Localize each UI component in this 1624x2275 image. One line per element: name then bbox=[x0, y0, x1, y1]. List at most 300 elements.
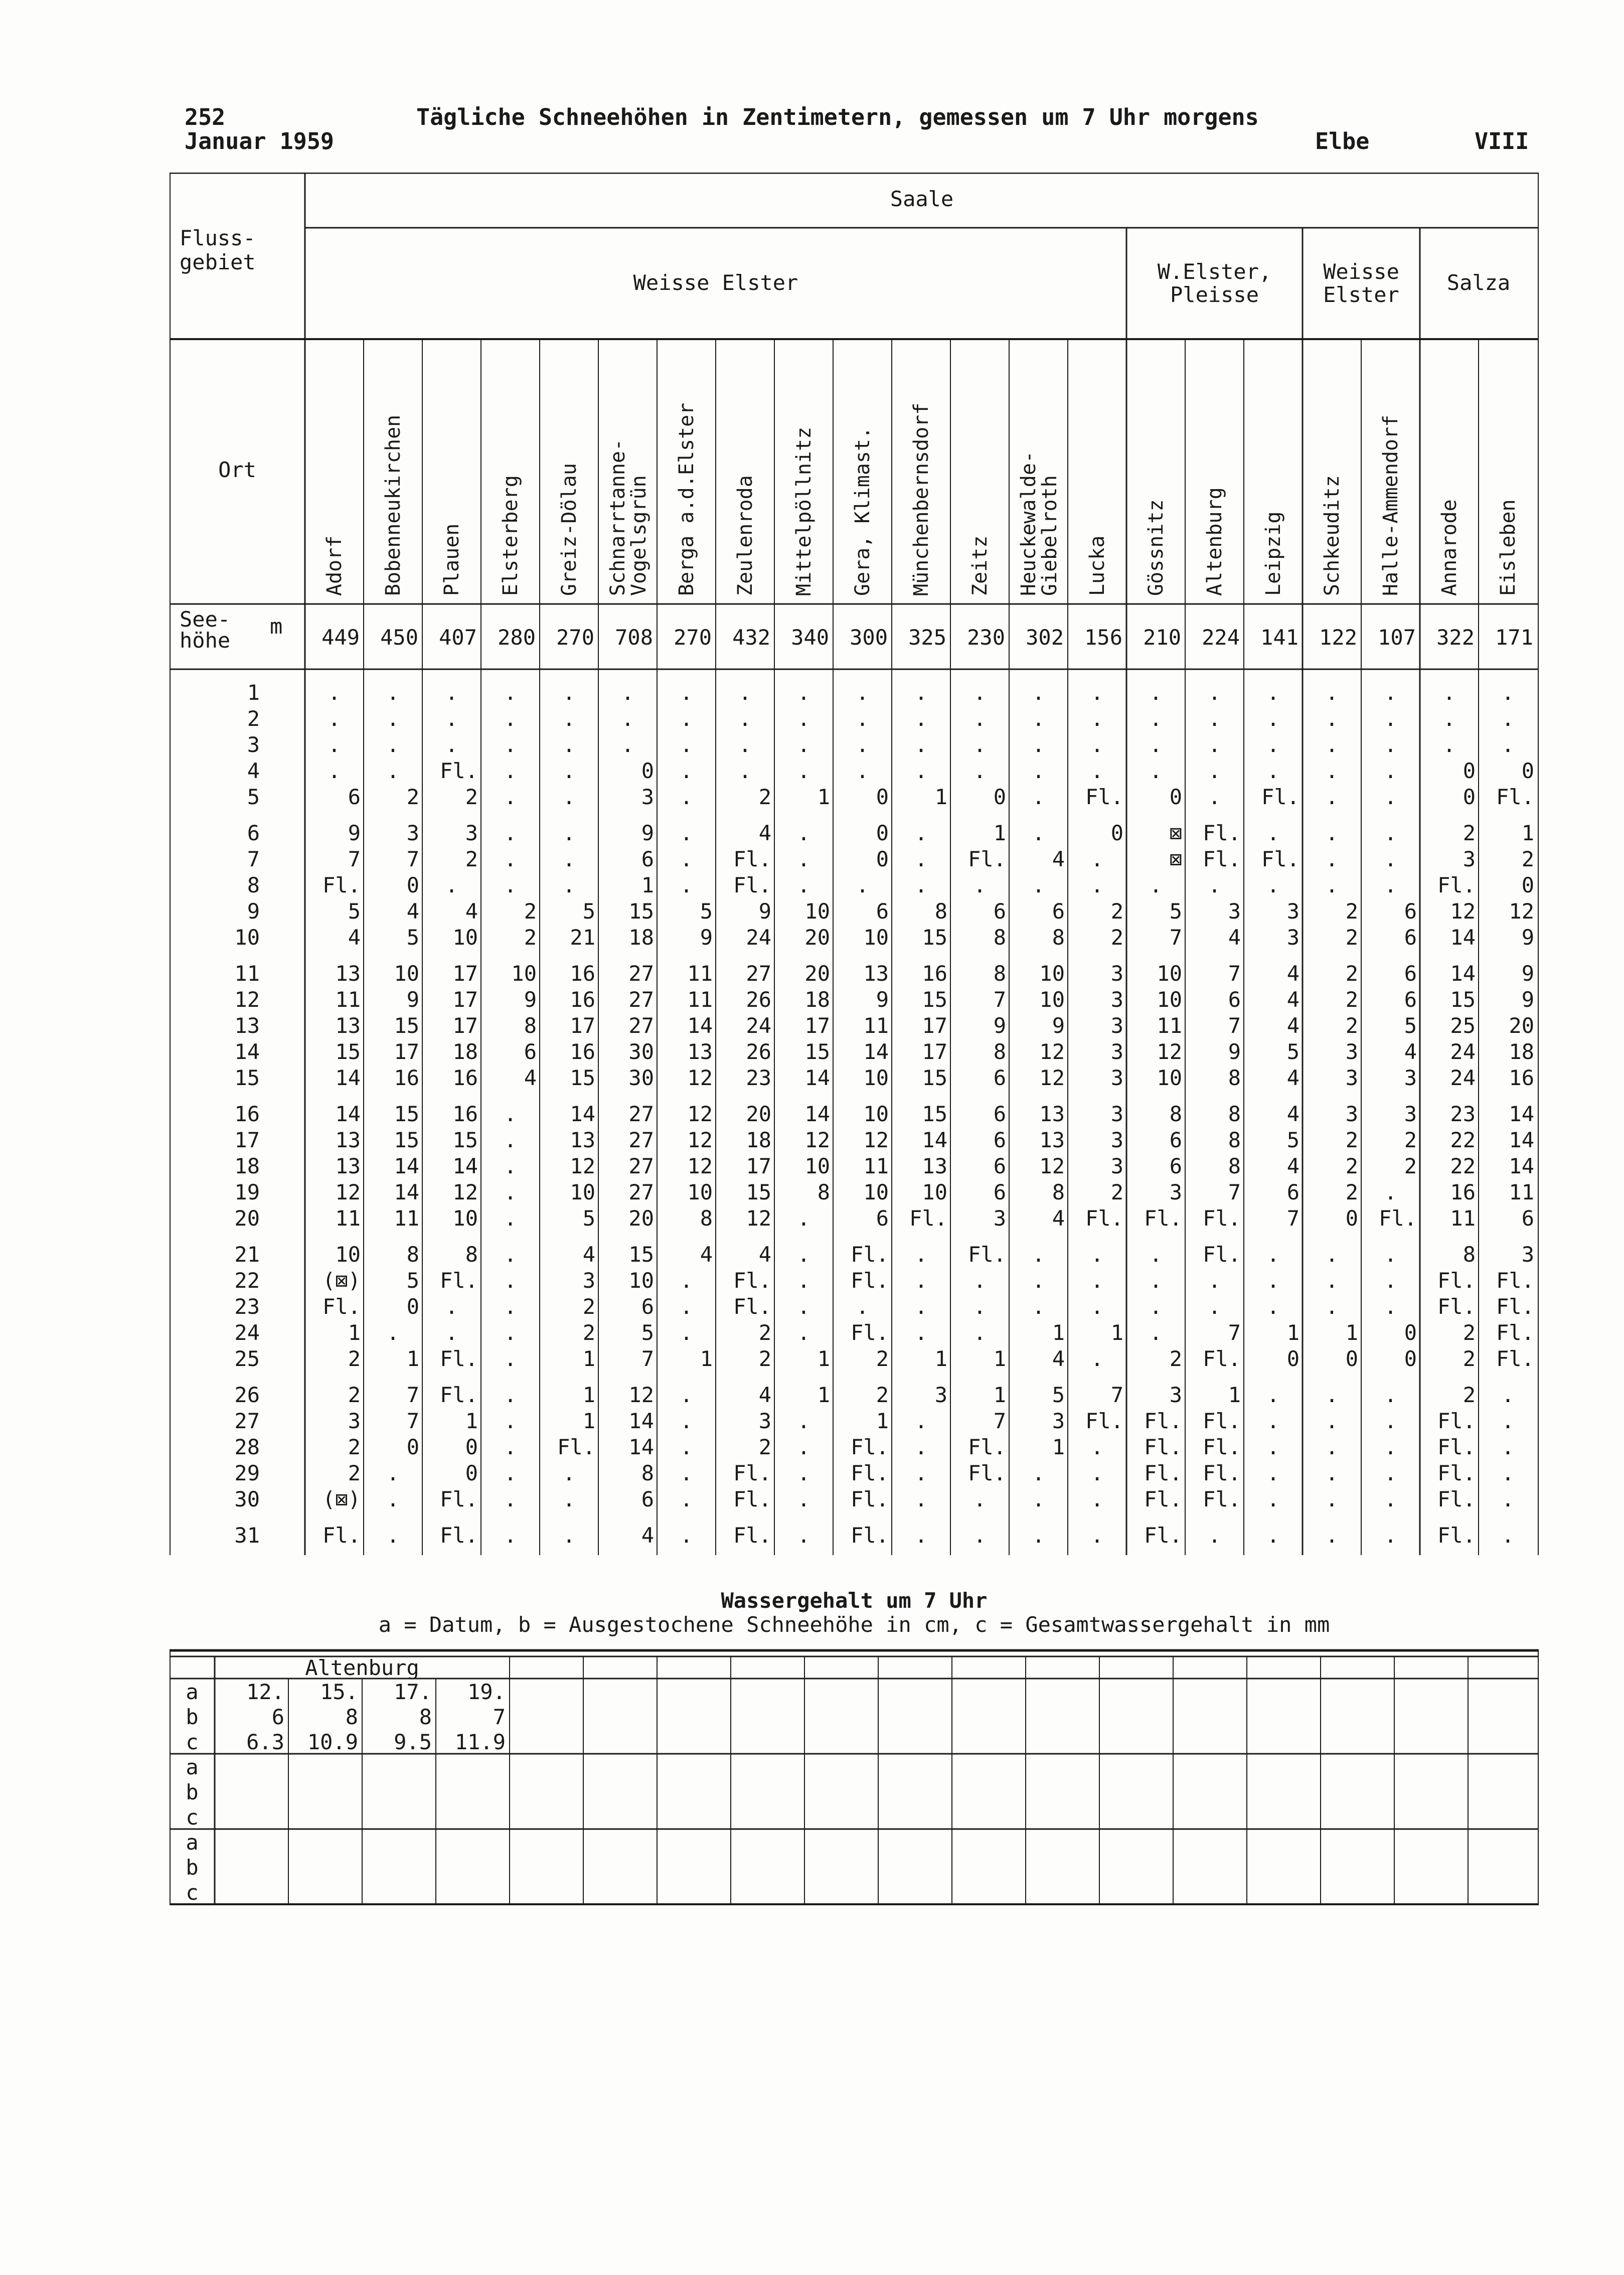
snow-depth-cell: 13 bbox=[1039, 1102, 1065, 1126]
snow-depth-cell: . bbox=[797, 873, 810, 897]
snow-depth-cell: 7 bbox=[1228, 1013, 1241, 1038]
day-number: 14 bbox=[234, 1039, 260, 1064]
snow-depth-cell: 6 bbox=[993, 1128, 1006, 1152]
snow-depth-cell: 1 bbox=[582, 1346, 595, 1371]
snow-depth-cell: Fl. bbox=[1085, 1409, 1123, 1433]
station-height: 210 bbox=[1143, 625, 1181, 650]
snow-depth-cell: 7 bbox=[1228, 961, 1241, 986]
snow-depth-cell: 2 bbox=[758, 785, 771, 809]
snow-depth-cell: 10 bbox=[1157, 961, 1182, 986]
snow-depth-cell: . bbox=[1208, 1523, 1221, 1548]
snow-depth-cell: . bbox=[680, 732, 693, 757]
snow-depth-cell: Fl. bbox=[968, 847, 1006, 871]
snow-depth-cell: 3 bbox=[1521, 1242, 1534, 1267]
snow-depth-cell: 3 bbox=[406, 821, 419, 845]
snow-depth-cell: 27 bbox=[746, 961, 771, 986]
day-number: 3 bbox=[247, 732, 260, 757]
snow-depth-cell: Fl. bbox=[440, 1346, 478, 1371]
snow-depth-cell: 6 bbox=[993, 1154, 1006, 1178]
snow-depth-cell: 1 bbox=[641, 873, 654, 897]
day-number: 1 bbox=[247, 680, 260, 705]
snow-depth-cell: . bbox=[1501, 1383, 1515, 1407]
snow-depth-cell: 4 bbox=[1052, 1206, 1065, 1231]
snow-depth-cell: . bbox=[1090, 1294, 1104, 1319]
snow-depth-cell: Fl. bbox=[733, 873, 771, 897]
snow-depth-cell: 20 bbox=[804, 961, 830, 986]
snow-depth-cell: 17 bbox=[570, 1013, 595, 1038]
snow-depth-cell: . bbox=[1090, 1487, 1104, 1511]
snow-depth-cell: 2 bbox=[1463, 821, 1476, 845]
snow-depth-cell: (⊠) bbox=[322, 1268, 361, 1293]
snow-depth-cell: 3 bbox=[1286, 925, 1300, 950]
station-height: 340 bbox=[791, 625, 829, 650]
snow-depth-cell: . bbox=[504, 1487, 517, 1511]
snow-depth-cell: 12 bbox=[1039, 1039, 1065, 1064]
water-value: 8 bbox=[419, 1705, 432, 1729]
water-row-label: a bbox=[186, 1830, 199, 1855]
snow-depth-cell: 15 bbox=[628, 899, 654, 924]
snow-depth-cell: . bbox=[797, 1435, 810, 1459]
snow-depth-cell: . bbox=[1325, 1294, 1339, 1319]
snow-depth-cell: 2 bbox=[876, 1346, 889, 1371]
station-name: Leipzig bbox=[1261, 511, 1285, 596]
snow-depth-cell: 0 bbox=[1404, 1346, 1417, 1371]
snow-depth-cell: 17 bbox=[452, 987, 478, 1012]
snow-depth-cell: . bbox=[797, 680, 810, 705]
snow-depth-cell: Fl. bbox=[1437, 873, 1476, 897]
snow-depth-cell: 13 bbox=[570, 1128, 595, 1152]
snow-depth-cell: Fl. bbox=[440, 759, 478, 783]
day-number: 17 bbox=[234, 1128, 260, 1152]
snow-depth-cell: Fl. bbox=[1496, 1268, 1534, 1293]
snow-depth-cell: 20 bbox=[1509, 1013, 1534, 1038]
snow-depth-cell: 8 bbox=[1463, 1242, 1476, 1267]
station-height: 708 bbox=[615, 625, 653, 650]
snow-depth-cell: 2 bbox=[524, 925, 537, 950]
snow-depth-cell: . bbox=[1384, 706, 1397, 731]
snow-depth-cell: 0 bbox=[641, 759, 654, 783]
snow-depth-cell: 15 bbox=[922, 987, 947, 1012]
snow-depth-cell: . bbox=[914, 680, 928, 705]
snow-depth-cell: Fl. bbox=[440, 1268, 478, 1293]
snow-depth-cell: 14 bbox=[804, 1102, 830, 1126]
snow-depth-cell: 7 bbox=[1110, 1383, 1123, 1407]
snow-depth-cell: 15 bbox=[746, 1180, 771, 1204]
snow-depth-cell: . bbox=[1032, 732, 1045, 757]
snow-depth-cell: 16 bbox=[570, 961, 595, 986]
snow-depth-cell: . bbox=[1325, 1523, 1339, 1548]
snow-depth-cell: Fl. bbox=[1437, 1523, 1476, 1548]
day-number: 7 bbox=[247, 847, 260, 871]
snow-depth-cell: Fl. bbox=[733, 1523, 771, 1548]
snow-depth-cell: 10 bbox=[1039, 987, 1065, 1012]
snow-depth-cell: . bbox=[680, 1320, 693, 1345]
snow-depth-cell: 3 bbox=[1052, 1409, 1065, 1433]
snow-depth-cell: 8 bbox=[1052, 1180, 1065, 1204]
station-name: Adorf bbox=[322, 535, 346, 596]
snow-depth-cell: . bbox=[680, 785, 693, 809]
snow-depth-cell: 2 bbox=[876, 1383, 889, 1407]
snow-depth-cell: 11 bbox=[863, 1013, 889, 1038]
snow-depth-cell: . bbox=[504, 1180, 517, 1204]
snow-depth-cell: . bbox=[1325, 706, 1339, 731]
snow-depth-cell: . bbox=[1384, 821, 1397, 845]
snow-depth-cell: . bbox=[1266, 1383, 1280, 1407]
snow-depth-cell: 11 bbox=[687, 961, 713, 986]
snow-depth-cell: 12 bbox=[687, 1128, 713, 1152]
snow-depth-cell: 27 bbox=[628, 987, 654, 1012]
snow-depth-cell: . bbox=[1090, 873, 1104, 897]
snow-depth-cell: 4 bbox=[758, 1383, 771, 1407]
snow-depth-cell: 5 bbox=[700, 899, 713, 924]
snow-depth-cell: 2 bbox=[1345, 1128, 1358, 1152]
snow-depth-cell: . bbox=[797, 1294, 810, 1319]
snow-depth-cell: 8 bbox=[641, 1461, 654, 1485]
snow-depth-cell: 2 bbox=[1345, 987, 1358, 1012]
snow-depth-cell: 5 bbox=[406, 925, 419, 950]
snow-depth-cell: . bbox=[1090, 1435, 1104, 1459]
snow-depth-cell: . bbox=[1266, 873, 1280, 897]
snow-depth-cell: . bbox=[856, 873, 869, 897]
water-value: 7 bbox=[493, 1705, 506, 1729]
snow-depth-cell: 6 bbox=[1521, 1206, 1534, 1231]
snow-depth-cell: 2 bbox=[582, 1320, 595, 1345]
snow-depth-cell: 3 bbox=[1169, 1180, 1182, 1204]
snow-depth-cell: 26 bbox=[746, 1039, 771, 1064]
day-number: 21 bbox=[234, 1242, 260, 1267]
snow-depth-cell: . bbox=[973, 680, 987, 705]
snow-depth-cell: 3 bbox=[465, 821, 478, 845]
snow-depth-cell: . bbox=[1032, 873, 1045, 897]
snow-depth-cell: . bbox=[1501, 1409, 1515, 1433]
snow-depth-cell: 6 bbox=[641, 847, 654, 871]
station-name: Plauen bbox=[440, 523, 463, 596]
snow-depth-cell: 4 bbox=[700, 1242, 713, 1267]
snow-depth-cell: . bbox=[856, 732, 869, 757]
snow-depth-cell: 1 bbox=[876, 1409, 889, 1433]
snow-depth-cell: 0 bbox=[406, 1435, 419, 1459]
snow-depth-cell: 23 bbox=[746, 1066, 771, 1090]
snow-depth-cell: 12 bbox=[1157, 1039, 1182, 1064]
snow-depth-cell: 10 bbox=[1157, 987, 1182, 1012]
snow-depth-cell: 13 bbox=[687, 1039, 713, 1064]
snow-depth-cell: 22 bbox=[1450, 1128, 1476, 1152]
snow-depth-cell: 15 bbox=[394, 1013, 419, 1038]
snow-depth-cell: 7 bbox=[993, 987, 1006, 1012]
snow-depth-cell: 9 bbox=[876, 987, 889, 1012]
station-height: 322 bbox=[1436, 625, 1475, 650]
water-row-label: c bbox=[186, 1880, 199, 1905]
snow-depth-cell: 6 bbox=[348, 785, 361, 809]
snow-depth-cell: 8 bbox=[993, 1039, 1006, 1064]
snow-depth-cell: 3 bbox=[1169, 1383, 1182, 1407]
snow-depth-cell: . bbox=[680, 821, 693, 845]
snow-depth-cell: 2 bbox=[1404, 1154, 1417, 1178]
snow-depth-cell: 6 bbox=[1169, 1128, 1182, 1152]
snow-depth-cell: . bbox=[797, 1320, 810, 1345]
snow-depth-cell: 15 bbox=[922, 925, 947, 950]
snow-depth-cell: Fl. bbox=[1144, 1206, 1182, 1231]
snow-depth-cell: Fl. bbox=[909, 1206, 947, 1231]
snow-depth-cell: . bbox=[445, 706, 458, 731]
snow-depth-cell: . bbox=[914, 821, 928, 845]
snow-depth-cell: . bbox=[386, 1523, 400, 1548]
snow-depth-cell: 9 bbox=[758, 899, 771, 924]
day-number: 5 bbox=[247, 785, 260, 809]
snow-depth-cell: 10 bbox=[804, 899, 830, 924]
snow-depth-cell: . bbox=[504, 1320, 517, 1345]
snow-depth-cell: 8 bbox=[993, 925, 1006, 950]
snow-depth-cell: 1 bbox=[817, 1383, 830, 1407]
snow-depth-cell: 3 bbox=[1404, 1102, 1417, 1126]
snow-depth-cell: 2 bbox=[465, 847, 478, 871]
snow-depth-cell: 7 bbox=[406, 847, 419, 871]
snow-depth-cell: . bbox=[914, 706, 928, 731]
snow-depth-cell: 14 bbox=[922, 1128, 947, 1152]
snow-depth-cell: . bbox=[1384, 1180, 1397, 1204]
snow-depth-cell: 1 bbox=[1521, 821, 1534, 845]
snow-depth-cell: 22 bbox=[1450, 1154, 1476, 1178]
flussgebiet-label: Fluss- bbox=[180, 226, 256, 250]
snow-depth-cell: . bbox=[973, 759, 987, 783]
day-number: 25 bbox=[234, 1346, 260, 1371]
snow-depth-cell: Fl. bbox=[851, 1461, 889, 1485]
station-name: Eisleben bbox=[1496, 499, 1520, 596]
snow-depth-cell: 11 bbox=[1157, 1013, 1182, 1038]
snow-depth-cell: 0 bbox=[876, 785, 889, 809]
snow-depth-cell: . bbox=[504, 1461, 517, 1485]
snow-depth-cell: 11 bbox=[335, 987, 361, 1012]
snow-depth-cell: 10 bbox=[1157, 1066, 1182, 1090]
snow-depth-cell: Fl. bbox=[1496, 785, 1534, 809]
snow-depth-cell: 6 bbox=[876, 899, 889, 924]
snow-depth-cell: 2 bbox=[348, 1383, 361, 1407]
snow-depth-cell: . bbox=[1090, 1268, 1104, 1293]
snow-depth-cell: 18 bbox=[628, 925, 654, 950]
snow-depth-cell: Fl. bbox=[322, 1523, 361, 1548]
snow-depth-cell: Fl. bbox=[1437, 1409, 1476, 1433]
snow-depth-cell: 12 bbox=[1039, 1154, 1065, 1178]
snow-depth-cell: 8 bbox=[817, 1180, 830, 1204]
snow-depth-cell: 1 bbox=[1052, 1320, 1065, 1345]
day-number: 30 bbox=[234, 1487, 260, 1511]
snow-depth-cell: 5 bbox=[641, 1320, 654, 1345]
snow-depth-cell: 0 bbox=[876, 821, 889, 845]
snow-depth-cell: 9 bbox=[1052, 1013, 1065, 1038]
station-name: Berga a.d.Elster bbox=[675, 402, 698, 596]
snow-depth-cell: 6 bbox=[993, 899, 1006, 924]
snow-depth-cell: . bbox=[504, 732, 517, 757]
snow-depth-cell: Fl. bbox=[1203, 821, 1241, 845]
snow-depth-cell: Fl. bbox=[1437, 1435, 1476, 1459]
snow-depth-cell: 11 bbox=[394, 1206, 419, 1231]
snow-depth-cell: . bbox=[1032, 1523, 1045, 1548]
snow-depth-cell: . bbox=[680, 706, 693, 731]
snow-depth-cell: 16 bbox=[452, 1102, 478, 1126]
snow-depth-cell: 2 bbox=[1463, 1320, 1476, 1345]
snow-depth-cell: Fl. bbox=[851, 1523, 889, 1548]
snow-depth-cell: . bbox=[445, 680, 458, 705]
snow-depth-cell: . bbox=[738, 759, 752, 783]
snow-depth-cell: 2 bbox=[1345, 925, 1358, 950]
snow-depth-cell: . bbox=[445, 1320, 458, 1345]
snow-depth-cell: 30 bbox=[628, 1039, 654, 1064]
snow-depth-cell: . bbox=[856, 680, 869, 705]
snow-depth-cell: . bbox=[1384, 847, 1397, 871]
snow-depth-cell: 15 bbox=[922, 1102, 947, 1126]
group-label: Elster bbox=[1323, 282, 1399, 307]
snow-depth-cell: . bbox=[1384, 1383, 1397, 1407]
snow-depth-cell: . bbox=[1501, 732, 1515, 757]
snow-depth-cell: . bbox=[504, 1206, 517, 1231]
snow-depth-cell: . bbox=[856, 759, 869, 783]
snow-depth-cell: 9 bbox=[524, 987, 537, 1012]
day-number: 23 bbox=[234, 1294, 260, 1319]
snow-depth-cell: 1 bbox=[817, 1346, 830, 1371]
snow-depth-cell: Fl. bbox=[968, 1242, 1006, 1267]
snow-depth-cell: 9 bbox=[406, 987, 419, 1012]
snow-depth-cell: 1 bbox=[1052, 1435, 1065, 1459]
snow-depth-cell: . bbox=[1384, 873, 1397, 897]
snow-depth-cell: Fl. bbox=[1203, 1435, 1241, 1459]
snow-depth-cell: 14 bbox=[1450, 925, 1476, 950]
station-height: 270 bbox=[674, 625, 712, 650]
snow-depth-cell: 9 bbox=[1521, 925, 1534, 950]
snow-depth-cell: 10 bbox=[1039, 961, 1065, 986]
snow-depth-cell: 2 bbox=[1463, 1346, 1476, 1371]
snow-depth-cell: 10 bbox=[394, 961, 419, 986]
snow-depth-cell: . bbox=[680, 1523, 693, 1548]
snow-depth-cell: 9 bbox=[641, 821, 654, 845]
snow-depth-cell: Fl. bbox=[1261, 847, 1300, 871]
snow-depth-cell: 4 bbox=[1286, 961, 1300, 986]
snow-depth-cell: 2 bbox=[348, 1435, 361, 1459]
snow-depth-cell: . bbox=[562, 847, 576, 871]
snow-depth-cell: . bbox=[1325, 732, 1339, 757]
snow-depth-cell: 15 bbox=[394, 1128, 419, 1152]
snow-depth-cell: . bbox=[1325, 1487, 1339, 1511]
snow-depth-cell: . bbox=[914, 1487, 928, 1511]
snow-depth-cell: 3 bbox=[348, 1409, 361, 1433]
snow-depth-cell: 4 bbox=[1052, 1346, 1065, 1371]
snow-depth-cell: . bbox=[797, 732, 810, 757]
day-number: 28 bbox=[234, 1435, 260, 1459]
snow-depth-cell: . bbox=[1384, 1461, 1397, 1485]
station-height: 407 bbox=[439, 625, 477, 650]
snow-depth-cell: . bbox=[1266, 821, 1280, 845]
station-height: 280 bbox=[498, 625, 536, 650]
snow-depth-cell: Fl. bbox=[1203, 1346, 1241, 1371]
snow-depth-cell: . bbox=[1032, 1268, 1045, 1293]
snow-depth-cell: Fl. bbox=[1437, 1461, 1476, 1485]
snow-depth-cell: 5 bbox=[348, 899, 361, 924]
snow-depth-cell: 17 bbox=[922, 1039, 947, 1064]
snow-depth-cell: . bbox=[797, 1461, 810, 1485]
station-height: 122 bbox=[1319, 625, 1357, 650]
snow-depth-cell: . bbox=[1032, 1242, 1045, 1267]
snow-depth-cell: . bbox=[1149, 1268, 1163, 1293]
month-label: Januar 1959 bbox=[185, 128, 335, 155]
snow-depth-cell: . bbox=[797, 706, 810, 731]
snow-depth-cell: Fl. bbox=[1085, 1206, 1123, 1231]
snow-depth-cell: Fl. bbox=[440, 1383, 478, 1407]
snow-depth-cell: 14 bbox=[687, 1013, 713, 1038]
snow-depth-cell: . bbox=[680, 873, 693, 897]
snow-depth-cell: . bbox=[328, 680, 341, 705]
snow-depth-cell: Fl. bbox=[322, 1294, 361, 1319]
snow-depth-cell: 10 bbox=[452, 1206, 478, 1231]
station-height: 171 bbox=[1495, 625, 1533, 650]
station-height: 270 bbox=[556, 625, 594, 650]
day-number: 27 bbox=[234, 1409, 260, 1433]
snow-depth-cell: 14 bbox=[863, 1039, 889, 1064]
snow-depth-cell: . bbox=[914, 1320, 928, 1345]
snow-depth-cell: . bbox=[914, 873, 928, 897]
snow-depth-cell: 14 bbox=[1509, 1128, 1534, 1152]
snow-depth-cell: . bbox=[1384, 1294, 1397, 1319]
snow-depth-cell: . bbox=[1090, 706, 1104, 731]
snow-depth-cell: . bbox=[504, 706, 517, 731]
snow-depth-cell: 0 bbox=[1404, 1320, 1417, 1345]
snow-depth-cell: 3 bbox=[1110, 1039, 1123, 1064]
snow-depth-cell: 12 bbox=[687, 1102, 713, 1126]
snow-depth-cell: 5 bbox=[1404, 1013, 1417, 1038]
station-name: Elsterberg bbox=[499, 475, 522, 596]
snow-depth-cell: 10 bbox=[687, 1180, 713, 1204]
snow-depth-cell: . bbox=[562, 785, 576, 809]
snow-depth-cell: . bbox=[914, 1523, 928, 1548]
snow-depth-cell: 7 bbox=[406, 1383, 419, 1407]
snow-depth-cell: Fl. bbox=[557, 1435, 595, 1459]
snow-depth-cell: 2 bbox=[348, 1461, 361, 1485]
snow-depth-cell: 1 bbox=[406, 1346, 419, 1371]
snow-depth-cell: 9 bbox=[993, 1013, 1006, 1038]
snow-depth-cell: 15 bbox=[394, 1102, 419, 1126]
station-height: 300 bbox=[850, 625, 888, 650]
snow-depth-cell: Fl. bbox=[733, 1461, 771, 1485]
snow-depth-cell: 7 bbox=[1169, 925, 1182, 950]
snow-depth-cell: 0 bbox=[1463, 785, 1476, 809]
snow-depth-cell: . bbox=[1501, 1435, 1515, 1459]
snow-depth-cell: 27 bbox=[628, 1180, 654, 1204]
snow-depth-cell: 10 bbox=[922, 1180, 947, 1204]
snow-depth-cell: . bbox=[1384, 759, 1397, 783]
snow-depth-cell: 13 bbox=[335, 1013, 361, 1038]
flussgebiet-label: gebiet bbox=[180, 250, 256, 274]
snow-depth-cell: . bbox=[1090, 847, 1104, 871]
day-number: 12 bbox=[234, 987, 260, 1012]
snow-depth-cell: 14 bbox=[335, 1102, 361, 1126]
snow-depth-cell: 5 bbox=[1286, 1128, 1300, 1152]
snow-depth-cell: 2 bbox=[1404, 1128, 1417, 1152]
snow-depth-cell: 12 bbox=[746, 1206, 771, 1231]
snow-depth-cell: . bbox=[914, 1409, 928, 1433]
snow-depth-cell: . bbox=[680, 1435, 693, 1459]
snow-depth-cell: 4 bbox=[758, 1242, 771, 1267]
snow-depth-cell: . bbox=[445, 1294, 458, 1319]
snow-depth-cell: . bbox=[738, 680, 752, 705]
snow-depth-cell: . bbox=[1384, 1435, 1397, 1459]
snow-depth-cell: 17 bbox=[922, 1013, 947, 1038]
snow-depth-cell: 2 bbox=[1169, 1346, 1182, 1371]
snow-depth-cell: 10 bbox=[628, 1268, 654, 1293]
snow-depth-cell: 8 bbox=[524, 1013, 537, 1038]
snow-depth-cell: . bbox=[1442, 706, 1456, 731]
snow-depth-cell: 23 bbox=[1450, 1102, 1476, 1126]
snow-depth-cell: . bbox=[797, 759, 810, 783]
snow-depth-cell: . bbox=[1208, 873, 1221, 897]
snow-depth-cell: Fl. bbox=[1203, 1409, 1241, 1433]
